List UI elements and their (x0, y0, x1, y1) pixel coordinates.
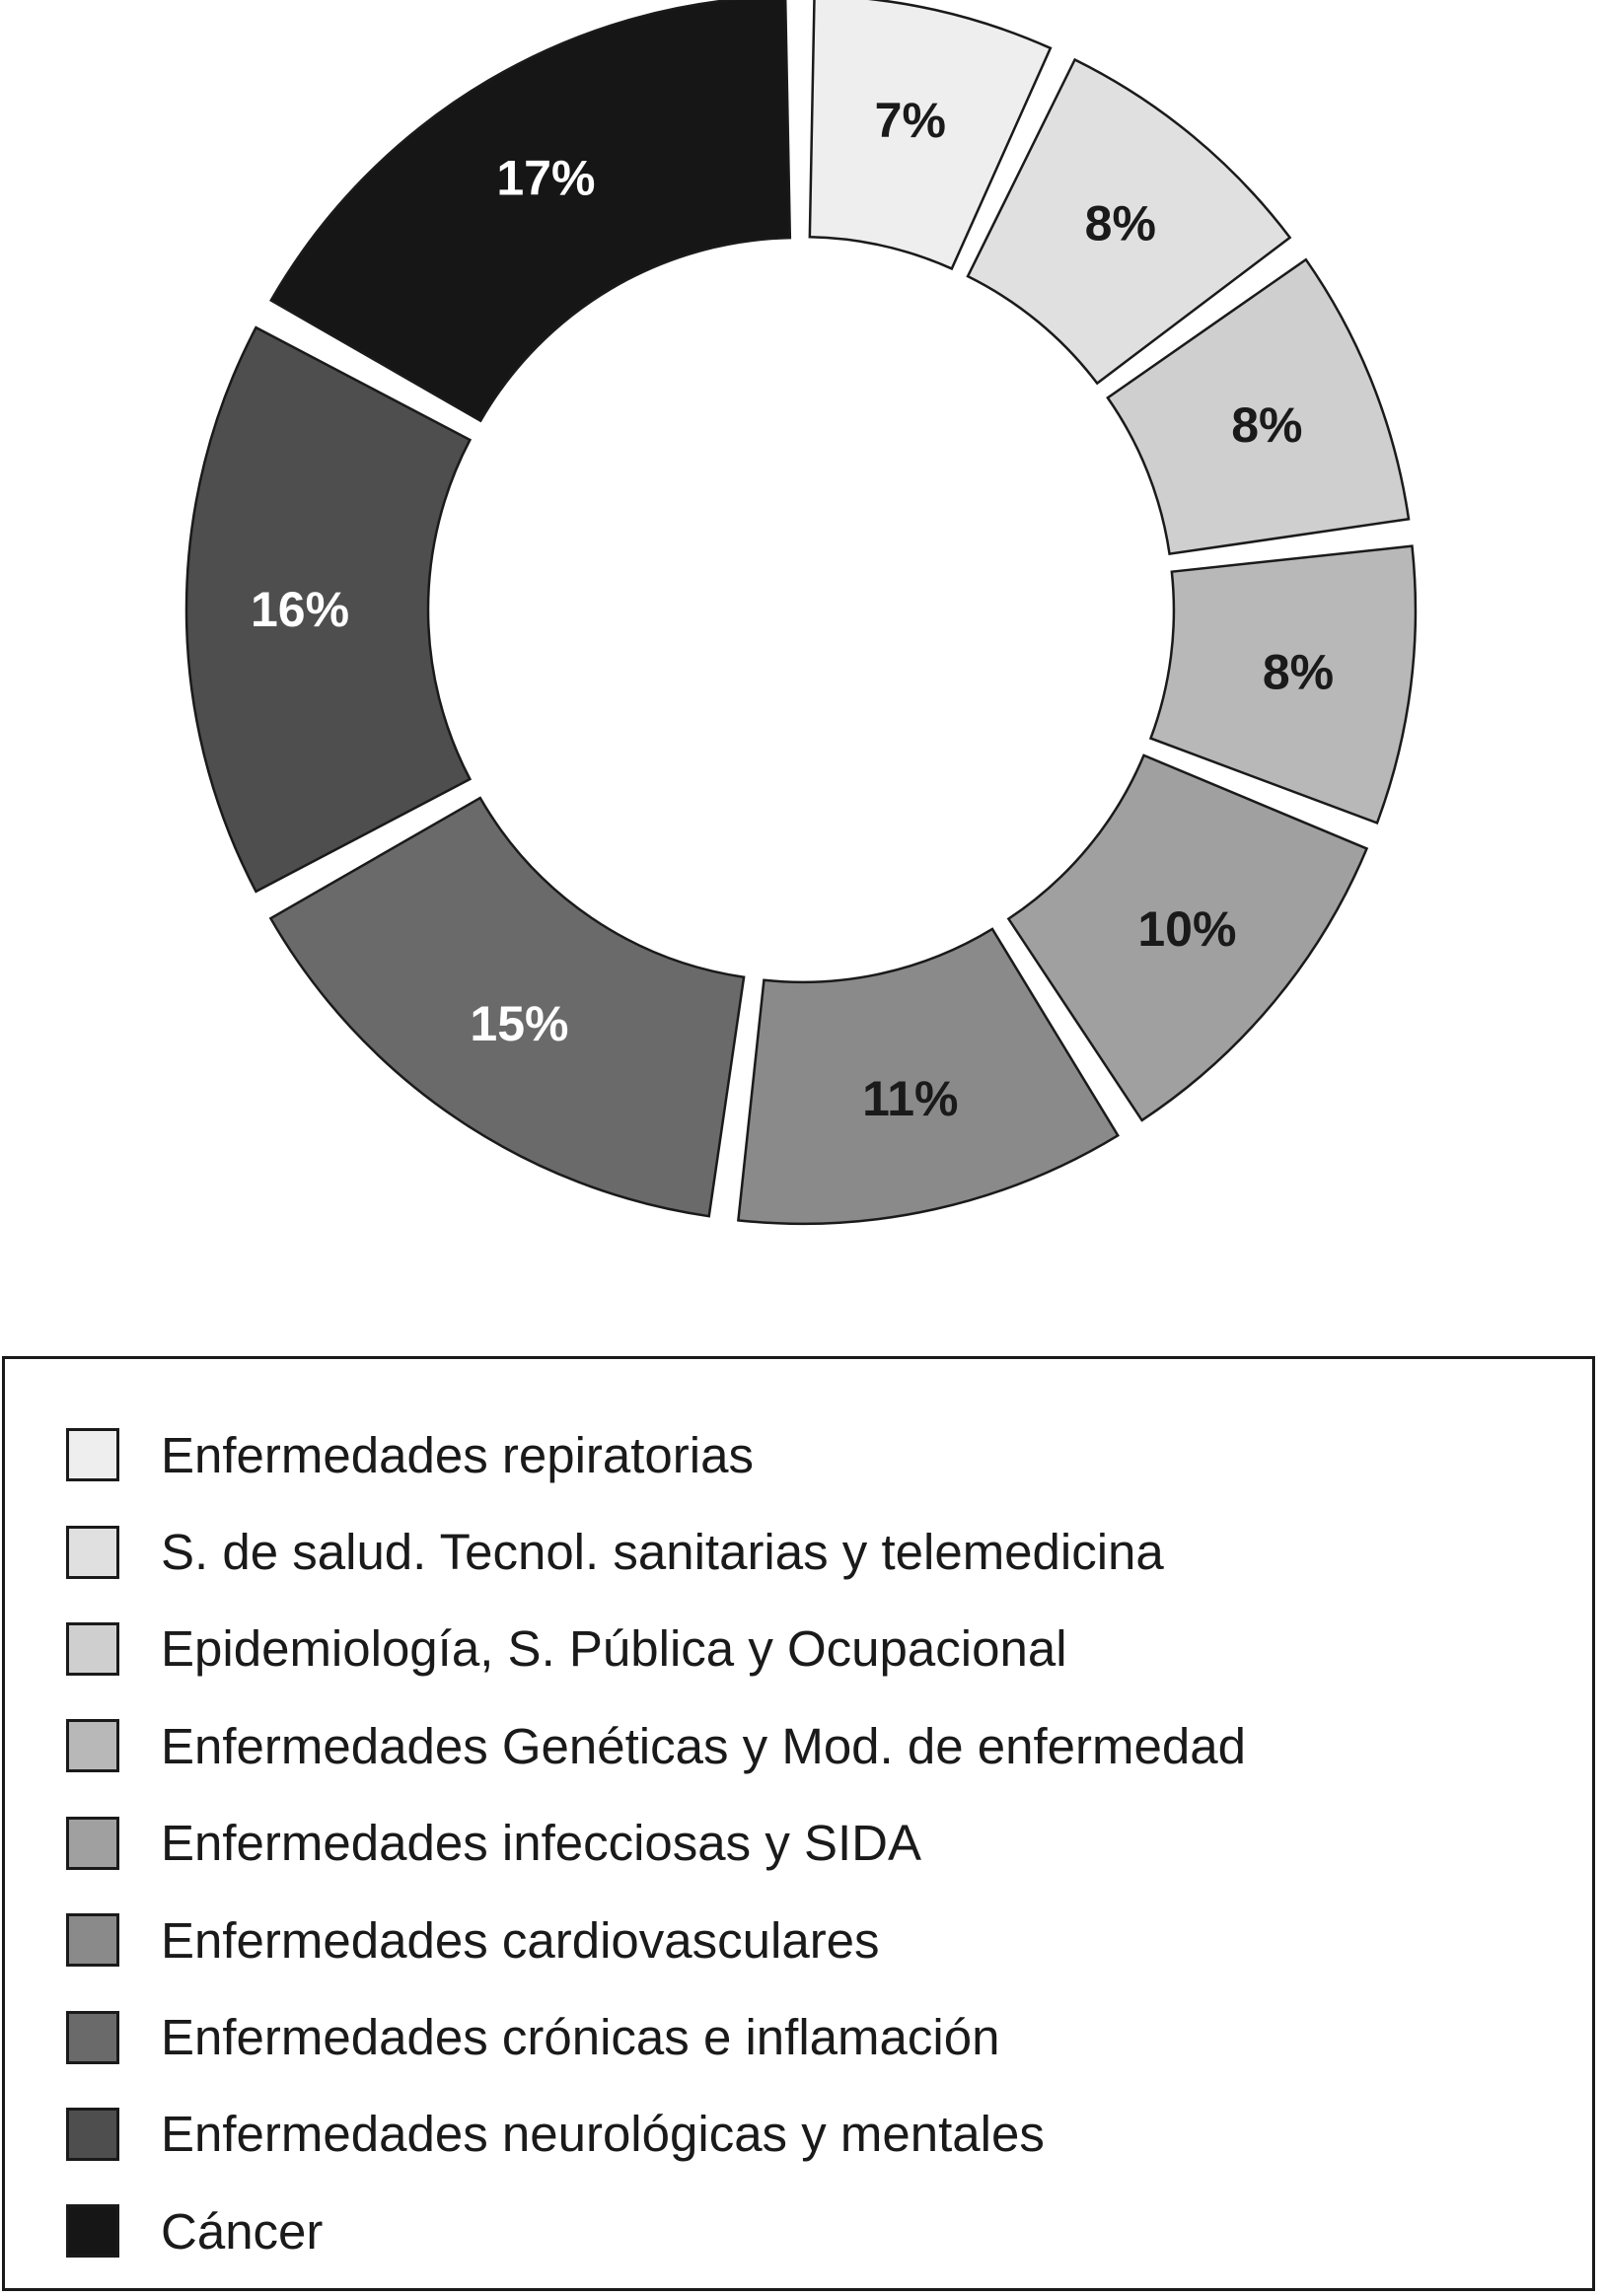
legend-item-enfermedades-cardiovasculares (66, 1892, 1246, 1988)
legend-swatch (66, 1526, 119, 1579)
legend-label: Epidemiología, S. Pública y Ocupacional (161, 1620, 1067, 1678)
legend-swatch (66, 2204, 119, 2258)
legend-swatch (66, 1622, 119, 1676)
legend-label: Enfermedades Genéticas y Mod. de enfermedad (161, 1717, 1246, 1774)
legend-label: Enfermedades infecciosas y SIDA (161, 1815, 922, 1872)
legend-label: S. de salud. Tecnol. sanitarias y telemedicina (161, 1524, 1164, 1581)
legend-label: Enfermedades crónicas e inflamación (161, 2009, 1000, 2066)
slice-label-epidemiologia-s-publica-y-ocupacional: 8% (1231, 396, 1303, 453)
slice-label-enfermedades-cronicas-e-inflamacion: 15% (470, 996, 569, 1052)
chart-legend (2, 1356, 1595, 2291)
legend-item-enfermedades-neurologicas-y-mentales (66, 2086, 1246, 2183)
legend-label: Enfermedades repiratorias (161, 1426, 754, 1483)
legend-item-enfermedades-geneticas-y-mod-de-enfermedad (66, 1697, 1246, 1794)
legend-label: Enfermedades cardiovasculares (161, 1911, 880, 1969)
legend-item-epidemiologia-s-publica-y-ocupacional (66, 1601, 1246, 1697)
slice-label-enfermedades-infecciosas-y-sida: 10% (1137, 900, 1237, 957)
legend-item-cancer (66, 2183, 1246, 2279)
legend-label: Enfermedades neurológicas y mentales (161, 2106, 1045, 2163)
legend-swatch (66, 2108, 119, 2161)
donut-slices (186, 0, 1416, 1224)
slice-cancer (271, 0, 790, 421)
legend-item-enfermedades-cronicas-e-inflamacion (66, 1988, 1246, 2085)
legend-swatch (66, 1913, 119, 1967)
slice-label-enfermedades-neurologicas-y-mentales: 16% (250, 582, 350, 637)
slice-label-enfermedades-cardiovasculares: 11% (862, 1070, 959, 1126)
legend-list (66, 1406, 1246, 2280)
legend-item-enfermedades-repiratorias (66, 1406, 1246, 1503)
legend-label: Cáncer (161, 2202, 324, 2260)
legend-item-s-de-salud-tecnol-sanitarias-y-telemedicina (66, 1503, 1246, 1600)
legend-item-enfermedades-infecciosas-y-sida (66, 1795, 1246, 1892)
legend-swatch (66, 1817, 119, 1870)
slice-label-cancer: 17% (496, 150, 596, 206)
legend-swatch (66, 2011, 119, 2064)
slice-label-enfermedades-geneticas-y-mod-de-enfermedad: 8% (1262, 644, 1335, 700)
slice-label-enfermedades-repiratorias: 7% (874, 93, 946, 149)
legend-swatch (66, 1719, 119, 1772)
legend-swatch (66, 1428, 119, 1481)
slice-label-s-de-salud-tecnol-sanitarias-y-telemedicina: 8% (1084, 195, 1156, 251)
